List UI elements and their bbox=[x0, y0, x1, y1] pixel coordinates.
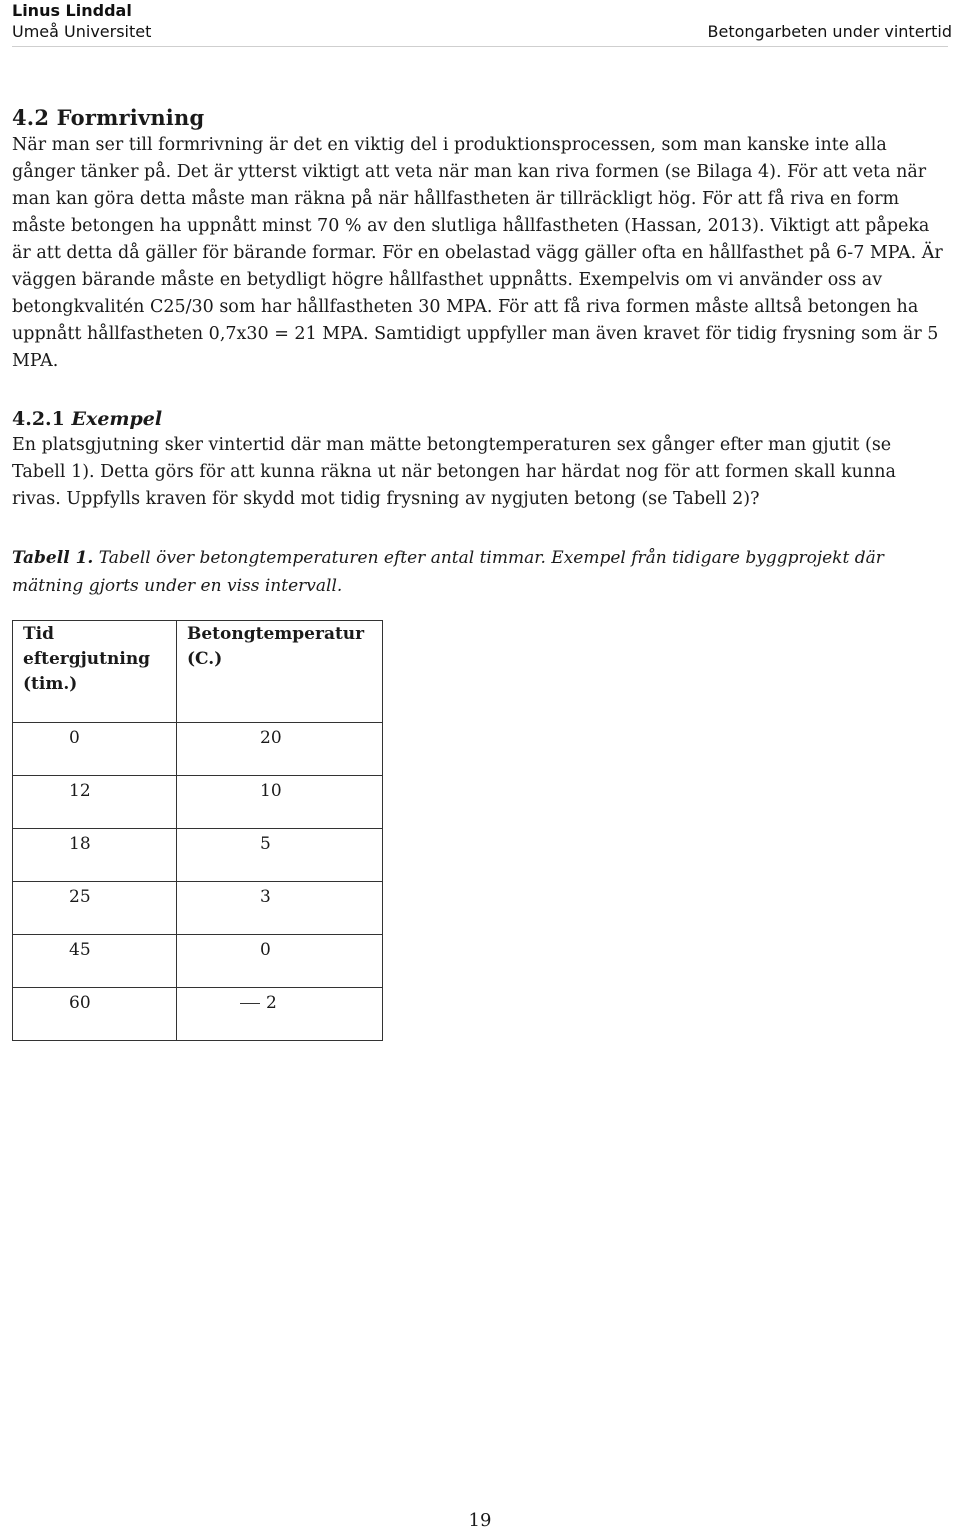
table-caption bbox=[12, 544, 950, 600]
cell-temperature: 0 bbox=[177, 935, 383, 988]
table-header-row bbox=[13, 621, 383, 723]
table-row bbox=[13, 935, 383, 988]
cell-time: 45 bbox=[13, 935, 177, 988]
section-body: När man ser till formrivning är det en viktig del i produktionsprocessen, som man kanske inte alla gånger tänker på. Det är ytterst viktigt att veta när man kan riva formen (se Bilaga 4). För att veta när man kan göra detta måste man räkna på när hållfastheten är tillräckligt hög. För att få riva en form måste betongen ha uppnått minst 70 % av den slutliga hållfastheten (Hassan, 2013). Viktigt att påpeka är att detta då gäller för bärande formar. För en obelastad vägg gäller ofta en hållfasthet på 6-7 MPA. Är väggen bärande måste en betydligt högre hållfasthet uppnåtts. Exempelvis om vi använder oss av betongkvalitén C25/30 som har hållfastheten 30 MPA. För att få riva formen måste alltså betongen ha uppnått hållfastheten 0,7x30 = 21 MPA. Samtidigt uppfyller man även kravet för tidig frysning som är 5 MPA. bbox=[12, 135, 943, 371]
column-header-time: Tid eftergjutning (tim.) bbox=[13, 621, 177, 723]
table-row bbox=[13, 829, 383, 882]
subsection-number: 4.2.1 bbox=[12, 408, 65, 430]
section-heading: 4.2 Formrivning bbox=[12, 105, 205, 130]
table-row bbox=[13, 776, 383, 829]
caption-label: Tabell 1. bbox=[12, 548, 94, 568]
section-4-2-1 bbox=[12, 406, 950, 513]
subsection-heading bbox=[12, 406, 950, 432]
temperature-table bbox=[12, 620, 383, 1041]
cell-temperature-value: 2 bbox=[266, 993, 277, 1013]
minus-sign bbox=[240, 1003, 260, 1004]
section-4-2 bbox=[12, 104, 950, 375]
subsection-title: Exempel bbox=[71, 408, 163, 430]
table-row bbox=[13, 882, 383, 935]
author-name: Linus Linddal bbox=[12, 1, 132, 20]
header-divider bbox=[12, 46, 948, 47]
cell-temperature: 3 bbox=[177, 882, 383, 935]
cell-temperature-negative bbox=[177, 988, 383, 1041]
page-number: 19 bbox=[468, 1510, 492, 1531]
caption-text: Tabell över betongtemperaturen efter antal timmar. Exempel från tidigare byggprojekt där mätning gjorts under en viss intervall. bbox=[12, 548, 884, 596]
cell-temperature: 10 bbox=[177, 776, 383, 829]
cell-time: 0 bbox=[13, 723, 177, 776]
cell-time: 18 bbox=[13, 829, 177, 882]
university-name: Umeå Universitet bbox=[12, 22, 152, 41]
cell-temperature: 20 bbox=[177, 723, 383, 776]
cell-time: 25 bbox=[13, 882, 177, 935]
cell-temperature: 5 bbox=[177, 829, 383, 882]
column-header-temperature: Betongtemperatur (C.) bbox=[177, 621, 383, 723]
cell-time: 60 bbox=[13, 988, 177, 1041]
header-left bbox=[12, 0, 151, 42]
table-row bbox=[13, 723, 383, 776]
cell-time: 12 bbox=[13, 776, 177, 829]
subsection-body: En platsgjutning sker vintertid där man mätte betongtemperaturen sex gånger efter man gjutit (se Tabell 1). Detta görs för att kunna räkna ut när betongen har härdat nog för att formen skall kunna rivas. Uppfylls kraven för skydd mot tidig frysning av nygjuten betong (se Tabell 2)? bbox=[12, 435, 896, 509]
document-title: Betongarbeten under vintertid bbox=[707, 22, 952, 41]
table-row bbox=[13, 988, 383, 1041]
